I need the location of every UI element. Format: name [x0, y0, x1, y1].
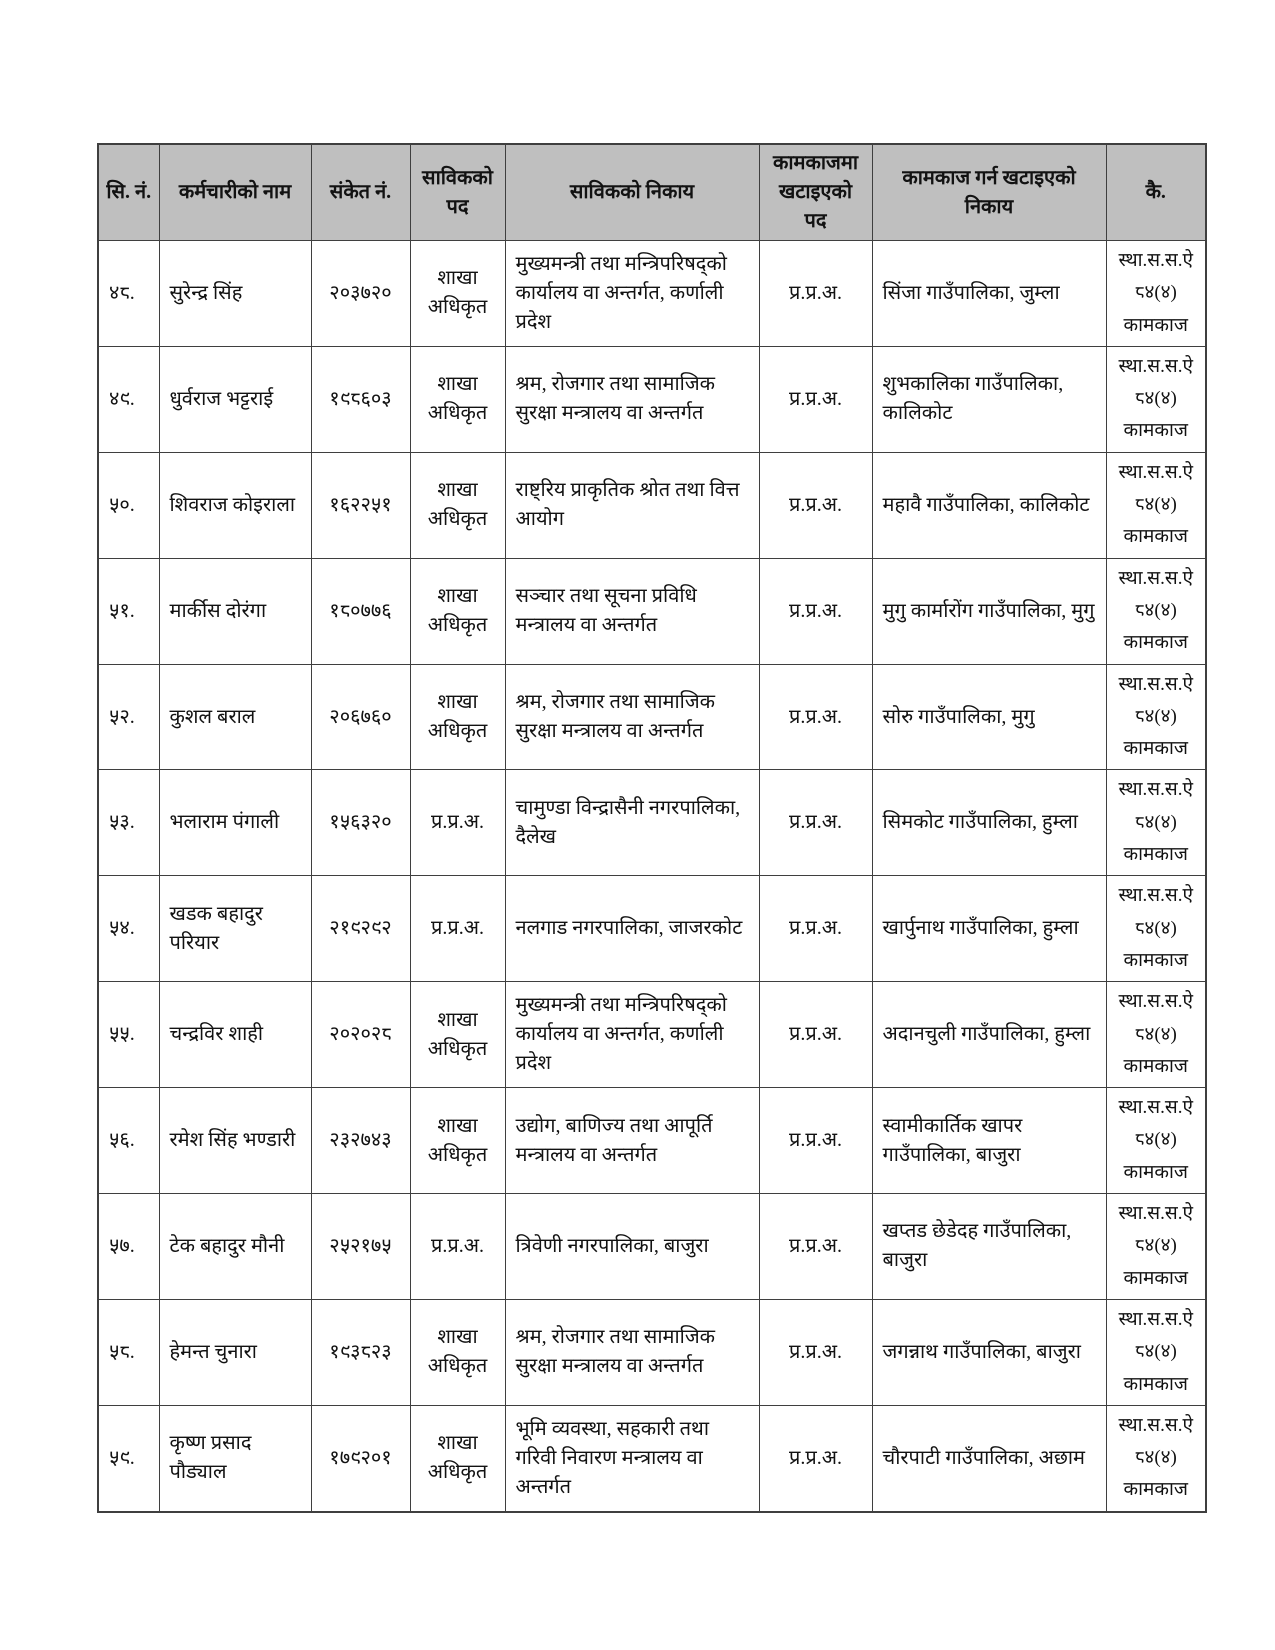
cell-former-post: शाखा अधिकृत [410, 982, 505, 1088]
cell-employee-name: रमेश सिंह भण्डारी [159, 1088, 311, 1194]
cell-serial-number: ५३. [98, 770, 159, 876]
header-serial-number: सि. नं. [98, 144, 159, 241]
cell-code-number: १६२२५१ [311, 452, 410, 558]
cell-serial-number: ५४. [98, 876, 159, 982]
header-employee-name: कर्मचारीको नाम [159, 144, 311, 241]
cell-former-agency: श्रम, रोजगार तथा सामाजिक सुरक्षा मन्त्रालय वा अन्तर्गत [505, 346, 759, 452]
cell-former-agency: नलगाड नगरपालिका, जाजरकोट [505, 876, 759, 982]
cell-serial-number: ५७. [98, 1194, 159, 1300]
cell-remark: स्था.स.स.ऐ ८४(४) कामकाज [1106, 241, 1206, 347]
cell-remark: स्था.स.स.ऐ ८४(४) कामकाज [1106, 876, 1206, 982]
table-row [98, 1405, 1206, 1511]
cell-employee-name: कृष्ण प्रसाद पौड्याल [159, 1405, 311, 1511]
cell-former-post: शाखा अधिकृत [410, 346, 505, 452]
cell-former-agency: राष्ट्रिय प्राकृतिक श्रोत तथा वित्त आयोग [505, 452, 759, 558]
table-row [98, 452, 1206, 558]
cell-assigned-post: प्र.प्र.अ. [759, 1405, 872, 1511]
cell-former-post: शाखा अधिकृत [410, 241, 505, 347]
cell-former-agency: त्रिवेणी नगरपालिका, बाजुरा [505, 1194, 759, 1300]
cell-remark: स्था.स.स.ऐ ८४(४) कामकाज [1106, 558, 1206, 664]
cell-employee-name: सुरेन्द्र सिंह [159, 241, 311, 347]
cell-code-number: १९८६०३ [311, 346, 410, 452]
table-row [98, 346, 1206, 452]
cell-assigned-post: प्र.प्र.अ. [759, 558, 872, 664]
cell-code-number: २३२७४३ [311, 1088, 410, 1194]
cell-serial-number: ५२. [98, 664, 159, 770]
cell-assigned-agency: मुगु कार्मारोंग गाउँपालिका, मुगु [872, 558, 1106, 664]
cell-assigned-post: प्र.प्र.अ. [759, 1299, 872, 1405]
cell-code-number: २५२१७५ [311, 1194, 410, 1300]
cell-former-post: शाखा अधिकृत [410, 1088, 505, 1194]
cell-former-agency: श्रम, रोजगार तथा सामाजिक सुरक्षा मन्त्रालय वा अन्तर्गत [505, 664, 759, 770]
cell-remark: स्था.स.स.ऐ ८४(४) कामकाज [1106, 664, 1206, 770]
cell-assigned-agency: सिंजा गाउँपालिका, जुम्ला [872, 241, 1106, 347]
cell-former-agency: उद्योग, बाणिज्य तथा आपूर्ति मन्त्रालय वा अन्तर्गत [505, 1088, 759, 1194]
cell-assigned-agency: शुभकालिका गाउँपालिका, कालिकोट [872, 346, 1106, 452]
employee-assignment-table [97, 143, 1207, 1513]
cell-former-post: शाखा अधिकृत [410, 1405, 505, 1511]
cell-serial-number: ५८. [98, 1299, 159, 1405]
cell-serial-number: ५१. [98, 558, 159, 664]
cell-code-number: २०२०२८ [311, 982, 410, 1088]
cell-former-post: प्र.प्र.अ. [410, 1194, 505, 1300]
cell-assigned-agency: चौरपाटी गाउँपालिका, अछाम [872, 1405, 1106, 1511]
header-code-number: संकेत नं. [311, 144, 410, 241]
cell-remark: स्था.स.स.ऐ ८४(४) कामकाज [1106, 452, 1206, 558]
cell-employee-name: कुशल बराल [159, 664, 311, 770]
cell-remark: स्था.स.स.ऐ ८४(४) कामकाज [1106, 1299, 1206, 1405]
table-row [98, 876, 1206, 982]
cell-employee-name: भलाराम पंगाली [159, 770, 311, 876]
cell-remark: स्था.स.स.ऐ ८४(४) कामकाज [1106, 346, 1206, 452]
header-assigned-post: कामकाजमा खटाइएको पद [759, 144, 872, 241]
cell-employee-name: धुर्वराज भट्टराई [159, 346, 311, 452]
cell-remark: स्था.स.स.ऐ ८४(४) कामकाज [1106, 1405, 1206, 1511]
table-header [98, 144, 1206, 241]
cell-serial-number: ४८. [98, 241, 159, 347]
cell-serial-number: ५९. [98, 1405, 159, 1511]
cell-former-agency: मुख्यमन्त्री तथा मन्त्रिपरिषद्को कार्यालय वा अन्तर्गत, कर्णाली प्रदेश [505, 241, 759, 347]
cell-remark: स्था.स.स.ऐ ८४(४) कामकाज [1106, 982, 1206, 1088]
header-remarks: कै. [1106, 144, 1206, 241]
cell-serial-number: ५६. [98, 1088, 159, 1194]
table-row [98, 1299, 1206, 1405]
cell-former-agency: सञ्चार तथा सूचना प्रविधि मन्त्रालय वा अन्तर्गत [505, 558, 759, 664]
table-row [98, 241, 1206, 347]
table-header-row [98, 144, 1206, 241]
cell-remark: स्था.स.स.ऐ ८४(४) कामकाज [1106, 770, 1206, 876]
cell-assigned-post: प्र.प्र.अ. [759, 770, 872, 876]
cell-code-number: १७९२०१ [311, 1405, 410, 1511]
table-row [98, 558, 1206, 664]
cell-remark: स्था.स.स.ऐ ८४(४) कामकाज [1106, 1194, 1206, 1300]
cell-assigned-post: प्र.प्र.अ. [759, 664, 872, 770]
cell-former-post: शाखा अधिकृत [410, 1299, 505, 1405]
cell-assigned-post: प्र.प्र.अ. [759, 241, 872, 347]
cell-former-post: शाखा अधिकृत [410, 452, 505, 558]
cell-assigned-agency: सिमकोट गाउँपालिका, हुम्ला [872, 770, 1106, 876]
cell-code-number: १५६३२० [311, 770, 410, 876]
header-assigned-agency: कामकाज गर्न खटाइएको निकाय [872, 144, 1106, 241]
table-row [98, 1088, 1206, 1194]
cell-assigned-agency: खप्तड छेडेदह गाउँपालिका, बाजुरा [872, 1194, 1106, 1300]
cell-former-agency: मुख्यमन्त्री तथा मन्त्रिपरिषद्को कार्यालय वा अन्तर्गत, कर्णाली प्रदेश [505, 982, 759, 1088]
cell-assigned-agency: महावै गाउँपालिका, कालिकोट [872, 452, 1106, 558]
cell-serial-number: ५५. [98, 982, 159, 1088]
cell-former-agency: श्रम, रोजगार तथा सामाजिक सुरक्षा मन्त्रालय वा अन्तर्गत [505, 1299, 759, 1405]
cell-assigned-agency: स्वामीकार्तिक खापर गाउँपालिका, बाजुरा [872, 1088, 1106, 1194]
cell-code-number: २०६७६० [311, 664, 410, 770]
cell-assigned-post: प्र.प्र.अ. [759, 452, 872, 558]
cell-assigned-post: प्र.प्र.अ. [759, 982, 872, 1088]
cell-code-number: १९३८२३ [311, 1299, 410, 1405]
cell-former-agency: भूमि व्यवस्था, सहकारी तथा गरिवी निवारण मन्त्रालय वा अन्तर्गत [505, 1405, 759, 1511]
cell-serial-number: ५०. [98, 452, 159, 558]
cell-assigned-post: प्र.प्र.अ. [759, 346, 872, 452]
cell-code-number: १८०७७६ [311, 558, 410, 664]
table-body [98, 241, 1206, 1512]
table-row [98, 664, 1206, 770]
cell-remark: स्था.स.स.ऐ ८४(४) कामकाज [1106, 1088, 1206, 1194]
cell-assigned-post: प्र.प्र.अ. [759, 1088, 872, 1194]
table-row [98, 1194, 1206, 1300]
table-row [98, 982, 1206, 1088]
cell-employee-name: मार्कीस दोरंगा [159, 558, 311, 664]
table-row [98, 770, 1206, 876]
cell-serial-number: ४९. [98, 346, 159, 452]
cell-assigned-post: प्र.प्र.अ. [759, 1194, 872, 1300]
header-former-post: साविकको पद [410, 144, 505, 241]
cell-former-post: प्र.प्र.अ. [410, 876, 505, 982]
cell-code-number: २१९२९२ [311, 876, 410, 982]
cell-employee-name: हेमन्त चुनारा [159, 1299, 311, 1405]
cell-assigned-agency: सोरु गाउँपालिका, मुगु [872, 664, 1106, 770]
cell-employee-name: चन्द्रविर शाही [159, 982, 311, 1088]
cell-assigned-agency: अदानचुली गाउँपालिका, हुम्ला [872, 982, 1106, 1088]
cell-former-post: प्र.प्र.अ. [410, 770, 505, 876]
cell-assigned-agency: जगन्नाथ गाउँपालिका, बाजुरा [872, 1299, 1106, 1405]
cell-former-agency: चामुण्डा विन्द्रासैनी नगरपालिका, दैलेख [505, 770, 759, 876]
cell-employee-name: शिवराज कोइराला [159, 452, 311, 558]
header-former-agency: साविकको निकाय [505, 144, 759, 241]
cell-former-post: शाखा अधिकृत [410, 664, 505, 770]
cell-former-post: शाखा अधिकृत [410, 558, 505, 664]
cell-employee-name: टेक बहादुर मौनी [159, 1194, 311, 1300]
cell-assigned-post: प्र.प्र.अ. [759, 876, 872, 982]
cell-assigned-agency: खार्पुनाथ गाउँपालिका, हुम्ला [872, 876, 1106, 982]
cell-code-number: २०३७२० [311, 241, 410, 347]
cell-employee-name: खडक बहादुर परियार [159, 876, 311, 982]
